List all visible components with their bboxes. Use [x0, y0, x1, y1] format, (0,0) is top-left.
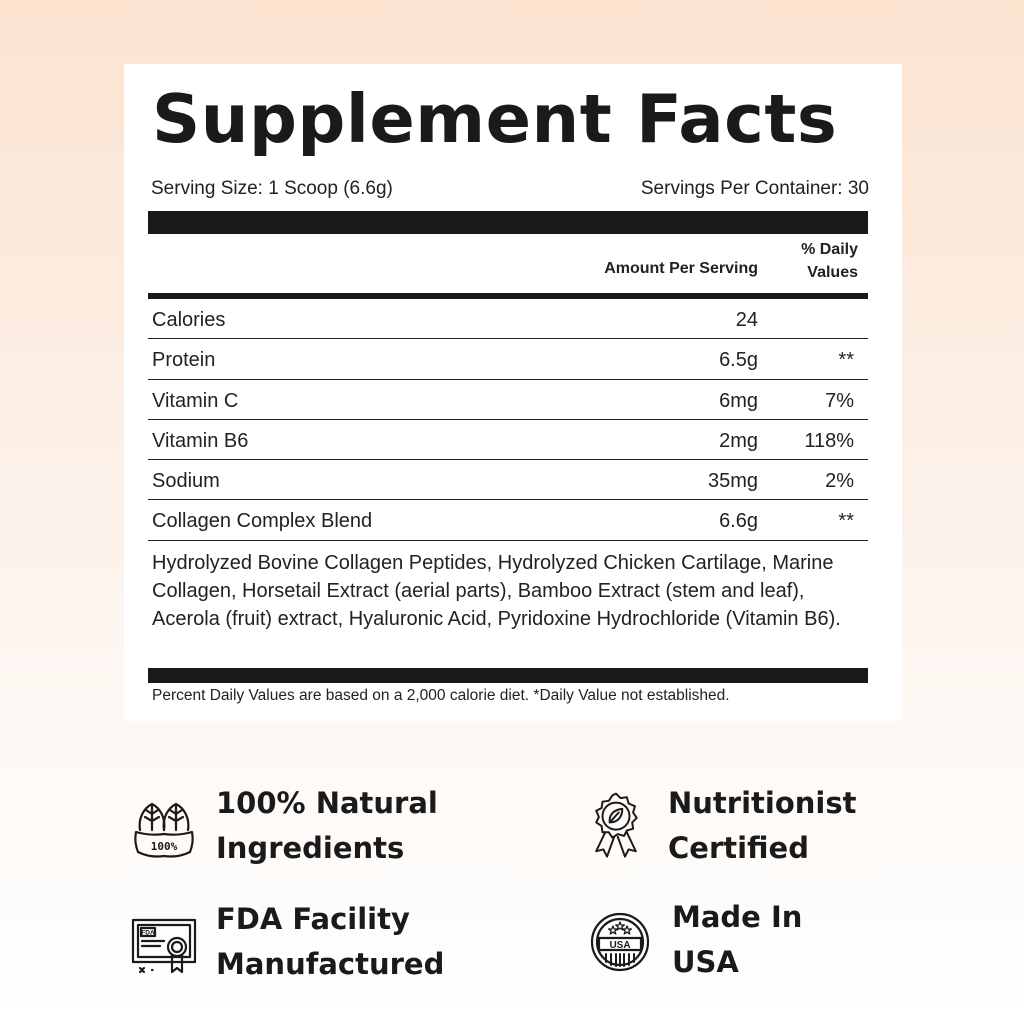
divider-thick-bottom: [148, 668, 868, 683]
panel-title: Supplement Facts: [152, 80, 838, 158]
dv-header-line1: % Daily: [801, 241, 858, 258]
nutrient-amount: 6.5g: [719, 349, 758, 372]
nutrient-daily-value: **: [838, 510, 854, 533]
column-header-amount: Amount Per Serving: [604, 260, 758, 277]
nutrient-amount: 24: [735, 309, 758, 331]
divider-thick-top: [148, 211, 868, 234]
nutrient-amount: 6.6g: [719, 510, 758, 533]
nutrient-name: Calories: [152, 309, 226, 331]
nutrient-daily-value: 118%: [804, 429, 854, 452]
table-row: [148, 299, 868, 339]
column-header-daily-values: [801, 238, 858, 284]
badge-label: [216, 897, 444, 987]
nutrient-amount: 2mg: [719, 429, 758, 452]
badge-made-in-usa: [586, 895, 802, 985]
usa-seal-icon: [586, 904, 654, 976]
badge-line1: FDA Facility: [216, 902, 410, 936]
badge-label: [672, 895, 802, 985]
table-row: [148, 420, 868, 460]
svg-text:FDA: FDA: [141, 929, 155, 937]
badge-line1: Nutritionist: [668, 786, 857, 820]
serving-size: Serving Size: 1 Scoop (6.6g): [151, 178, 393, 199]
badge-line2: Manufactured: [216, 947, 445, 981]
serving-info: [151, 178, 869, 200]
table-row: [148, 380, 868, 420]
badge-label: [216, 781, 438, 871]
table-row: [148, 500, 868, 540]
badge-line2: Ingredients: [216, 831, 405, 865]
svg-text:USA: USA: [609, 940, 631, 951]
table-row: [148, 460, 868, 500]
nutrient-daily-value: 7%: [825, 389, 854, 412]
badge-label: [668, 781, 856, 871]
badge-line1: Made In: [672, 900, 803, 934]
nutrient-name: Collagen Complex Blend: [152, 510, 373, 533]
nutrient-daily-value: **: [838, 349, 854, 372]
fda-certificate-icon: [130, 906, 198, 978]
nutrient-name: Sodium: [152, 470, 220, 493]
leaves-100-percent-icon: [130, 790, 198, 862]
supplement-facts-panel: [124, 64, 902, 721]
nutrient-amount: 6mg: [719, 389, 758, 412]
badge-line1: 100% Natural: [216, 786, 438, 820]
nutrient-name: Vitamin C: [152, 389, 239, 412]
svg-text:100%: 100%: [150, 840, 178, 853]
ingredients-list: Hydrolyzed Bovine Collagen Peptides, Hydrolyzed Chicken Cartilage, Marine Collagen, Horsetail Extract (aerial parts), Bamboo Extract (stem and leaf), Acerola (fruit) extract, Hyaluronic Acid, Pyridoxine Hydrochloride (Vitamin B6).: [152, 552, 841, 630]
award-ribbon-leaf-icon: [582, 790, 650, 862]
nutrient-daily-value: 2%: [825, 470, 854, 493]
nutrient-table: [148, 299, 868, 541]
nutrient-name: Protein: [152, 349, 216, 372]
nutrient-name: Vitamin B6: [152, 429, 249, 452]
badge-nutritionist-certified: [582, 781, 856, 871]
badge-natural-ingredients: [130, 781, 438, 871]
badge-line2: USA: [672, 945, 739, 979]
footnote: Percent Daily Values are based on a 2,000 calorie diet. *Daily Value not established.: [152, 687, 730, 704]
badge-line2: Certified: [668, 831, 809, 865]
badge-fda-facility: [130, 897, 444, 987]
dv-header-line2: Values: [807, 264, 858, 281]
table-row: [148, 339, 868, 379]
servings-per-container: Servings Per Container: 30: [640, 178, 869, 199]
nutrient-amount: 35mg: [707, 470, 758, 493]
